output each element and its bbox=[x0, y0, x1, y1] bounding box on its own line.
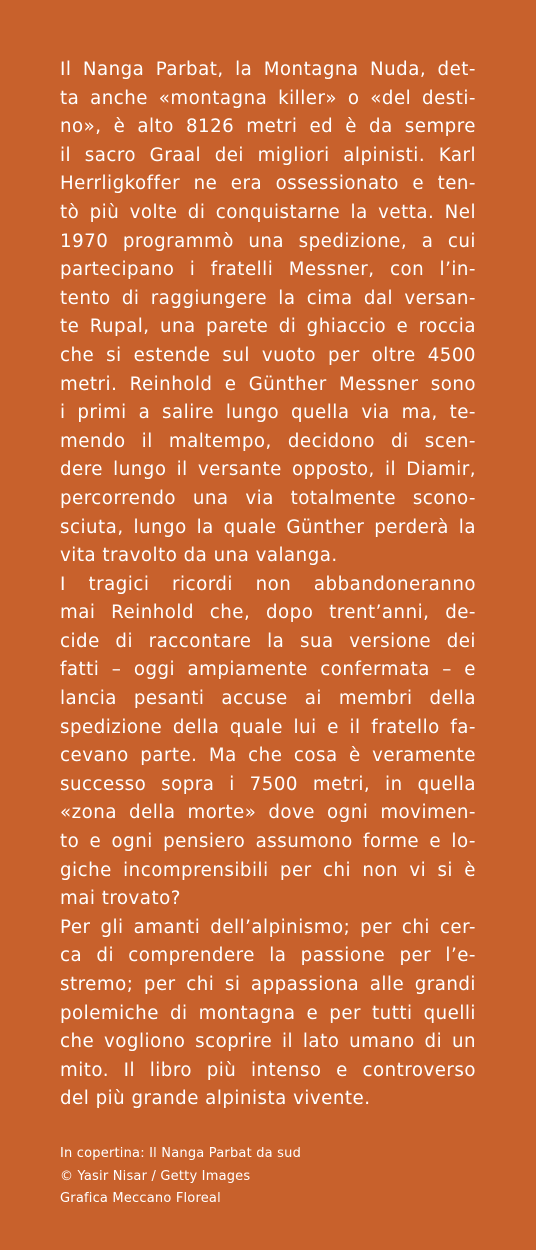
blurb-line: dere lungo il versante opposto, il Diamir, bbox=[60, 459, 476, 481]
blurb-line: il sacro Graal dei migliori alpinisti. Karl bbox=[60, 144, 476, 166]
blurb-line: partecipano i fratelli Messner, con l’in- bbox=[60, 259, 476, 281]
blurb-line: mai trovato? bbox=[60, 888, 181, 910]
blurb-line: te Rupal, una parete di ghiaccio e roccia bbox=[60, 316, 476, 338]
blurb-line: i primi a salire lungo quella via ma, te- bbox=[60, 402, 476, 424]
blurb-paragraph bbox=[60, 56, 476, 571]
blurb-line: metri. Reinhold e Günther Messner sono bbox=[60, 373, 476, 395]
blurb-line: cevano parte. Ma che cosa è veramente bbox=[60, 745, 476, 767]
blurb-line: cide di raccontare la sua versione dei bbox=[60, 630, 476, 652]
blurb-line: lancia pesanti accuse ai membri della bbox=[60, 688, 476, 710]
blurb-line: mendo il maltempo, decidono di scen- bbox=[60, 430, 476, 452]
blurb-line: tò più volte di conquistarne la vetta. Nel bbox=[60, 201, 476, 223]
blurb-line: stremo; per chi si appassiona alle grandi bbox=[60, 974, 476, 995]
credit-line: In copertina: Il Nanga Parbat da sud bbox=[60, 1146, 302, 1161]
blurb-line: to e ogni pensiero assumono forme e lo- bbox=[60, 831, 476, 853]
blurb-line: ta anche «montagna killer» o «del desti- bbox=[60, 87, 476, 109]
credit-line: Grafica Meccano Floreal bbox=[60, 1191, 221, 1206]
blurb-line: I tragici ricordi non abbandoneranno bbox=[60, 573, 476, 595]
blurb-line: spedizione della quale lui e il fratello fa- bbox=[60, 716, 476, 738]
blurb-line: 1970 programmò una spedizione, a cui bbox=[60, 230, 476, 252]
blurb-line: che si estende sul vuoto per oltre 4500 bbox=[60, 344, 476, 366]
blurb-text bbox=[60, 56, 476, 1114]
blurb-line: Herrligkoffer ne era ossessionato e ten- bbox=[60, 173, 476, 195]
blurb-line: percorrendo una via totalmente scono- bbox=[60, 487, 476, 509]
blurb-paragraph bbox=[60, 571, 476, 914]
cover-credits bbox=[60, 1143, 301, 1211]
blurb-line: Il Nanga Parbat, la Montagna Nuda, det- bbox=[60, 59, 476, 80]
blurb-line: «zona della morte» dove ogni movimen- bbox=[60, 802, 476, 824]
blurb-line: successo sopra i 7500 metri, in quella bbox=[60, 773, 476, 795]
blurb-line: che vogliono scoprire il lato umano di un bbox=[60, 1031, 476, 1053]
blurb-line: giche incomprensibili per chi non vi si è bbox=[60, 859, 476, 881]
blurb-line: tento di raggiungere la cima dal versan- bbox=[60, 287, 476, 309]
credit-line: © Yasir Nisar / Getty Images bbox=[60, 1168, 251, 1184]
blurb-line: fatti – oggi ampiamente confermata – e bbox=[60, 659, 476, 681]
blurb-line: ca di comprendere la passione per l’e- bbox=[60, 945, 476, 967]
blurb-line: mito. Il libro più intenso e controverso bbox=[60, 1059, 476, 1081]
blurb-paragraph bbox=[60, 914, 476, 1114]
blurb-line: mai Reinhold che, dopo trent’anni, de- bbox=[60, 602, 476, 624]
blurb-line: vita travolto da una valanga. bbox=[60, 545, 338, 567]
blurb-line: polemiche di montagna e per tutti quelli bbox=[60, 1002, 476, 1024]
blurb-line: del più grande alpinista vivente. bbox=[60, 1088, 371, 1110]
blurb-line: sciuta, lungo la quale Günther perderà la bbox=[60, 516, 476, 538]
blurb-line: no», è alto 8126 metri ed è da sempre bbox=[60, 116, 476, 138]
blurb-line: Per gli amanti dell’alpinismo; per chi cer- bbox=[60, 916, 476, 938]
